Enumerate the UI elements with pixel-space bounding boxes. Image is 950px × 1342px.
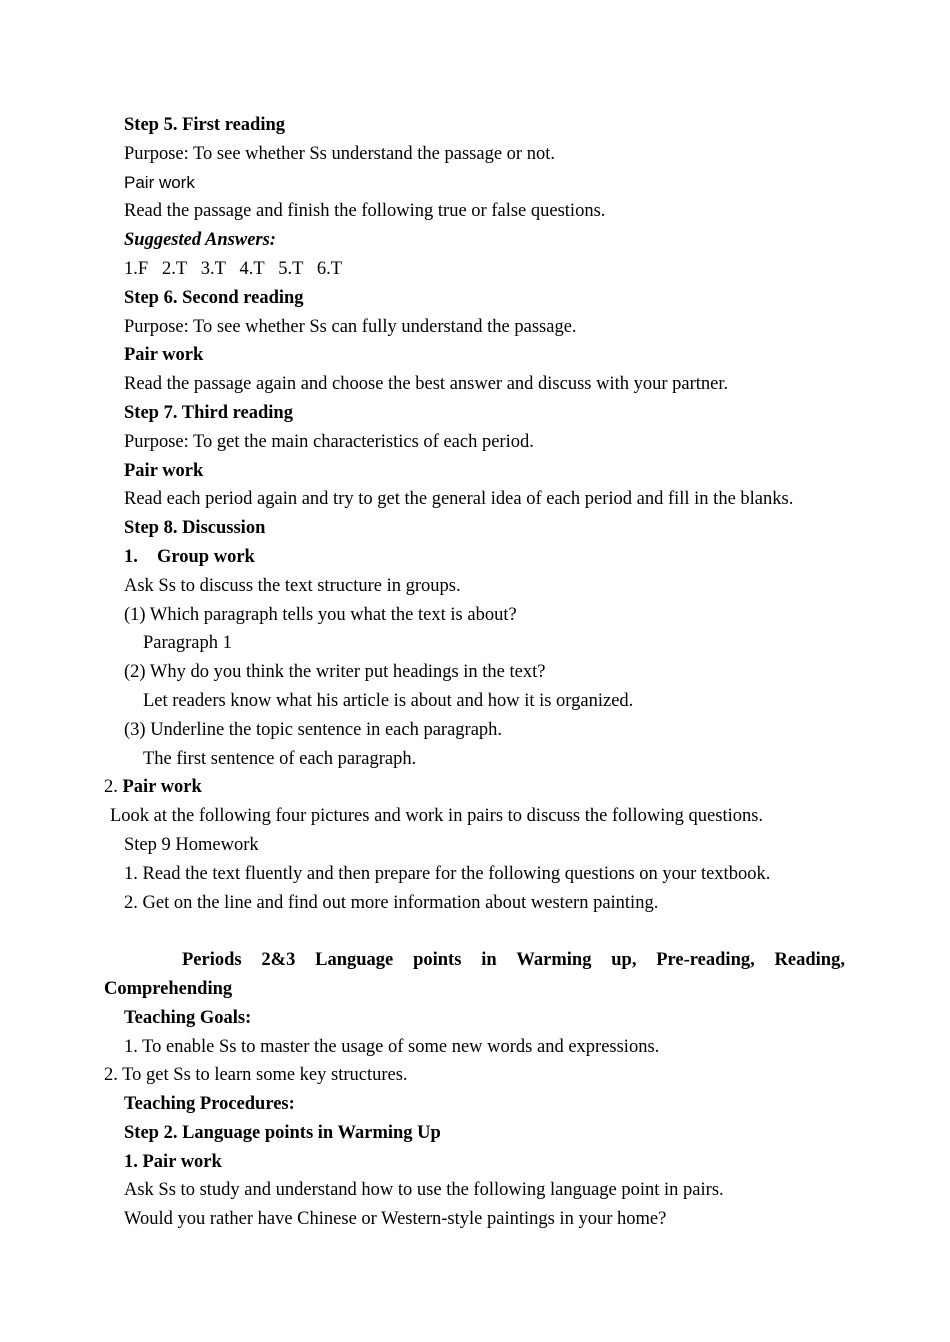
periods-word: up, bbox=[611, 950, 637, 971]
periods-heading bbox=[182, 946, 845, 975]
step6-heading: Step 6. Second reading bbox=[124, 287, 304, 308]
step5-task: Read the passage and finish the following true or false questions. bbox=[124, 201, 606, 222]
step6-purpose: Purpose: To see whether Ss can fully understand the passage. bbox=[124, 316, 577, 337]
step7-purpose: Purpose: To get the main characteristics of each period. bbox=[124, 431, 534, 452]
periods-word: Warming bbox=[516, 950, 592, 971]
pair-work-2 bbox=[0, 773, 950, 802]
suggested-answers-heading: Suggested Answers: bbox=[124, 230, 276, 251]
periods-word: points bbox=[413, 950, 462, 971]
step6-pair-work: Pair work bbox=[124, 345, 204, 366]
step5-pair-work: Pair work bbox=[124, 172, 195, 192]
step2-pair-work: 1. Pair work bbox=[124, 1151, 222, 1172]
answer-1: Paragraph 1 bbox=[143, 633, 232, 654]
list-number: 2. bbox=[104, 777, 118, 798]
step9-heading: Step 9 Homework bbox=[124, 834, 259, 855]
step5-purpose: Purpose: To see whether Ss understand the passage or not. bbox=[124, 143, 555, 164]
step8-group-task: Ask Ss to discuss the text structure in groups. bbox=[124, 575, 461, 596]
teaching-goals-heading: Teaching Goals: bbox=[124, 1007, 252, 1028]
step8-group-work bbox=[0, 543, 950, 572]
periods-word: Periods bbox=[182, 950, 242, 971]
answer-3: The first sentence of each paragraph. bbox=[143, 748, 417, 769]
pair-work-label: Pair work bbox=[122, 777, 202, 798]
step2-task: Ask Ss to study and understand how to use the following language point in pairs. bbox=[124, 1180, 724, 1201]
periods-word: Reading, bbox=[774, 950, 845, 971]
homework-2: 2. Get on the line and find out more information about western painting. bbox=[124, 892, 659, 913]
step7-pair-work: Pair work bbox=[124, 460, 204, 481]
blank-line bbox=[0, 917, 950, 946]
pair-work-2-task: Look at the following four pictures and work in pairs to discuss the following questions. bbox=[110, 806, 764, 827]
periods-word: Language bbox=[315, 950, 394, 971]
document-page bbox=[0, 111, 950, 1234]
question-2: (2) Why do you think the writer put headings in the text? bbox=[124, 662, 546, 683]
suggested-answers: 1.F 2.T 3.T 4.T 5.T 6.T bbox=[124, 258, 343, 279]
step2-heading: Step 2. Language points in Warming Up bbox=[124, 1122, 441, 1143]
teaching-procedures-heading: Teaching Procedures: bbox=[124, 1094, 295, 1115]
step5-heading: Step 5. First reading bbox=[124, 115, 286, 135]
step7-heading: Step 7. Third reading bbox=[124, 402, 293, 423]
question-1: (1) Which paragraph tells you what the text is about? bbox=[124, 604, 517, 625]
step2-question: Would you rather have Chinese or Western-style paintings in your home? bbox=[124, 1209, 667, 1230]
step8-heading: Step 8. Discussion bbox=[124, 518, 266, 539]
periods-word: Pre-reading, bbox=[656, 950, 755, 971]
group-work-label: Group work bbox=[157, 546, 255, 567]
periods-word: in bbox=[481, 950, 497, 971]
step6-task: Read the passage again and choose the best answer and discuss with your partner. bbox=[124, 374, 729, 395]
step7-task: Read each period again and try to get the general idea of each period and fill in the blanks. bbox=[124, 489, 794, 510]
periods-word: 2&3 bbox=[261, 950, 296, 971]
homework-1: 1. Read the text fluently and then prepare for the following questions on your textbook. bbox=[124, 863, 771, 884]
answer-2: Let readers know what his article is about and how it is organized. bbox=[143, 690, 634, 711]
question-3: (3) Underline the topic sentence in each paragraph. bbox=[124, 719, 503, 740]
periods-heading-continued: Comprehending bbox=[104, 978, 233, 999]
teaching-goal-2: 2. To get Ss to learn some key structures. bbox=[104, 1065, 408, 1086]
teaching-goal-1: 1. To enable Ss to master the usage of some new words and expressions. bbox=[124, 1036, 660, 1057]
list-number: 1. bbox=[124, 546, 138, 567]
